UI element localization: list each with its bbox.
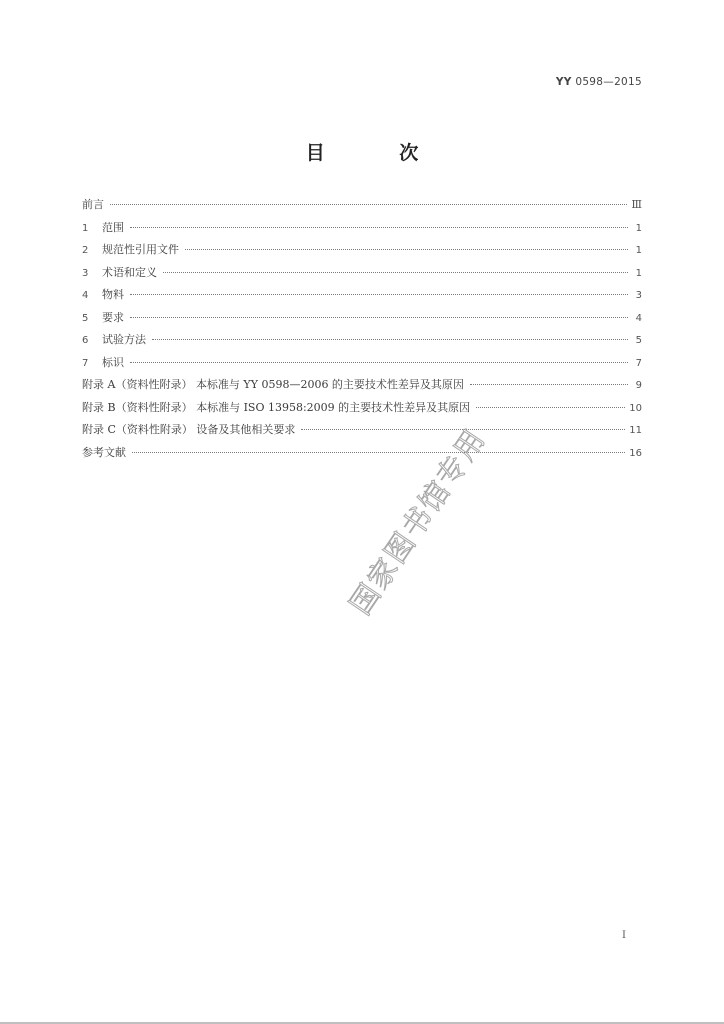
toc-entry-label: 范围: [102, 220, 124, 234]
toc-entry[interactable]: [82, 286, 642, 309]
toc-entry-page: 9: [635, 380, 642, 391]
toc-entry-label: 附录 A（资料性附录） 本标准与 YY 0598—2006 的主要技术性差异及其原因: [82, 378, 464, 391]
toc-leader-dots: [470, 384, 628, 385]
toc-leader-dots: [110, 204, 627, 205]
toc-entry-number: 7: [82, 357, 89, 369]
standard-code-number: 0598—2015: [575, 76, 642, 88]
toc-entry-label: 标识: [102, 355, 124, 369]
toc-entry-page: 3: [635, 290, 642, 301]
toc-entry[interactable]: [82, 309, 642, 332]
toc-entry[interactable]: [82, 219, 642, 242]
toc-leader-dots: [130, 362, 628, 363]
toc-entry[interactable]: [82, 376, 642, 399]
toc-entry-number: 1: [82, 222, 89, 234]
toc-entry-page: 11: [629, 425, 642, 436]
toc-leader-dots: [130, 227, 628, 228]
toc-entry-page: 7: [635, 357, 642, 369]
toc-entry-page: 1: [635, 267, 642, 279]
toc-entry-label: 要求: [102, 310, 124, 324]
toc-entry-page: 1: [635, 245, 642, 256]
toc-leader-dots: [130, 317, 628, 318]
toc-entry-page: 10: [629, 402, 642, 414]
toc-leader-dots: [163, 272, 628, 273]
standard-code: [556, 76, 642, 88]
toc-entry-number: 4: [82, 290, 89, 301]
toc-entry-label: 物料: [102, 288, 124, 301]
toc-entry[interactable]: [82, 241, 642, 264]
toc-leader-dots: [132, 452, 625, 453]
page-title: 目 次: [305, 142, 453, 164]
toc-leader-dots: [476, 407, 625, 408]
toc-entry-label: 附录 B（资料性附录） 本标准与 ISO 13958:2009 的主要技术性差异及其原因: [82, 400, 471, 414]
toc-leader-dots: [185, 249, 628, 250]
toc-entry[interactable]: [82, 331, 642, 354]
toc-entry[interactable]: [82, 264, 642, 287]
page-number: I: [622, 930, 626, 941]
library-watermark: 国家图书馆专用: [342, 421, 493, 621]
toc-entry-number: 5: [82, 312, 89, 324]
toc-entry-label: 参考文献: [82, 445, 126, 459]
toc-entry-number: 2: [82, 245, 89, 256]
toc-entry-page: 1: [635, 222, 642, 234]
toc-entry[interactable]: [82, 421, 642, 444]
toc-entry-label: 附录 C（资料性附录） 设备及其他相关要求: [82, 423, 296, 436]
toc-entry-number: 3: [82, 267, 89, 279]
toc-leader-dots: [152, 339, 628, 340]
toc-entry[interactable]: [82, 196, 642, 219]
toc-entry-label: 规范性引用文件: [102, 243, 179, 256]
toc-entry[interactable]: [82, 444, 642, 467]
toc-entry[interactable]: [82, 354, 642, 377]
standard-code-prefix: YY: [555, 76, 572, 88]
toc-entry[interactable]: [82, 399, 642, 422]
toc-entry-label: 术语和定义: [102, 265, 157, 279]
toc-entry-number: 6: [82, 335, 89, 346]
toc-entry-label: 试验方法: [102, 333, 146, 346]
toc-leader-dots: [130, 294, 628, 295]
table-of-contents: [82, 196, 642, 466]
toc-entry-page: 5: [635, 335, 642, 346]
toc-entry-label: 前言: [82, 198, 104, 211]
toc-entry-page: Ⅲ: [631, 198, 642, 211]
toc-entry-page: 4: [635, 312, 642, 324]
toc-entry-page: 16: [629, 447, 642, 459]
